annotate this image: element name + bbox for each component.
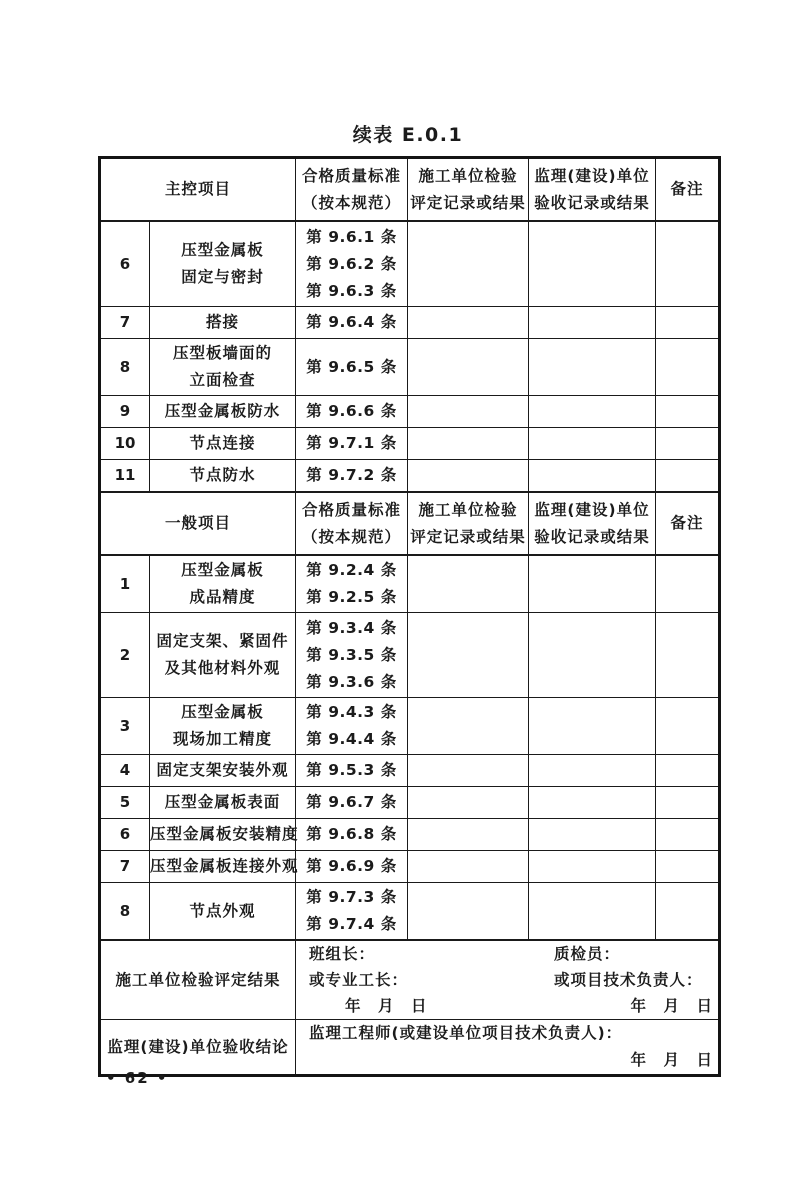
- table-row: [100, 819, 720, 851]
- supervision-record-cell: [529, 883, 656, 941]
- supervision-record-cell: [529, 428, 656, 460]
- supervision-record-cell: [529, 221, 656, 307]
- supervision-record-cell: [529, 460, 656, 493]
- supervision-record-cell: [529, 339, 656, 396]
- supervision-record-cell: [529, 698, 656, 755]
- table-row: [100, 755, 720, 787]
- remark-cell: [656, 396, 720, 428]
- item-name-cell: 节点防水: [150, 460, 296, 493]
- inspection-record-cell: [408, 787, 529, 819]
- supervision-record-cell: [529, 787, 656, 819]
- item-name-cell: 压型金属板防水: [150, 396, 296, 428]
- row-number-cell: 9: [100, 396, 150, 428]
- row-number-cell: 11: [100, 460, 150, 493]
- item-name-cell: 压型板墙面的 立面检查: [150, 339, 296, 396]
- remark-cell: [656, 460, 720, 493]
- remark-cell: [656, 698, 720, 755]
- row-number-cell: 4: [100, 755, 150, 787]
- remark-cell: [656, 851, 720, 883]
- section-header-row: [100, 492, 720, 555]
- standard-ref-cell: 第 9.7.2 条: [296, 460, 408, 493]
- remark-cell: [656, 613, 720, 698]
- supervision-record-cell: [529, 819, 656, 851]
- item-name-cell: 节点外观: [150, 883, 296, 941]
- table-row: [100, 460, 720, 493]
- construction-result-label: 施工单位检验评定结果: [100, 940, 296, 1020]
- table-row: [100, 396, 720, 428]
- inspection-record-cell: [408, 883, 529, 941]
- inspection-record-cell: [408, 339, 529, 396]
- row-number-cell: 7: [100, 851, 150, 883]
- standard-ref-cell: 第 9.5.3 条: [296, 755, 408, 787]
- item-name-cell: 节点连接: [150, 428, 296, 460]
- standard-ref-cell: 第 9.7.3 条 第 9.7.4 条: [296, 883, 408, 941]
- item-name-cell: 压型金属板连接外观: [150, 851, 296, 883]
- sign-line: [296, 941, 718, 967]
- row-number-cell: 5: [100, 787, 150, 819]
- foreman-label: 班组长：: [309, 945, 376, 963]
- table-row: [100, 787, 720, 819]
- supervision-record-cell: [529, 555, 656, 613]
- item-name-cell: 压型金属板 现场加工精度: [150, 698, 296, 755]
- table-row: [100, 339, 720, 396]
- standard-ref-cell: 第 9.6.6 条: [296, 396, 408, 428]
- standard-ref-cell: 第 9.3.4 条 第 9.3.5 条 第 9.3.6 条: [296, 613, 408, 698]
- inspection-header-cell: 施工单位检验 评定记录或结果: [408, 158, 529, 222]
- row-number-cell: 6: [100, 819, 150, 851]
- remark-cell: [656, 755, 720, 787]
- item-name-cell: 搭接: [150, 307, 296, 339]
- group-label-cell: 主控项目: [100, 158, 296, 222]
- supervision-record-cell: [529, 755, 656, 787]
- page-number: • 62 •: [106, 1069, 169, 1087]
- remark-cell: [656, 428, 720, 460]
- standard-header-cell: 合格质量标准 （按本规范）: [296, 158, 408, 222]
- table-row: [100, 555, 720, 613]
- table-row: [100, 428, 720, 460]
- standard-ref-cell: 第 9.6.4 条: [296, 307, 408, 339]
- inspection-record-cell: [408, 698, 529, 755]
- supervision-conclusion-label: 监理(建设)单位验收结论: [100, 1020, 296, 1076]
- row-number-cell: 3: [100, 698, 150, 755]
- remark-header-cell: 备注: [656, 158, 720, 222]
- sign-line: [296, 967, 718, 993]
- remark-cell: [656, 339, 720, 396]
- standard-ref-cell: 第 9.6.5 条: [296, 339, 408, 396]
- row-number-cell: 8: [100, 883, 150, 941]
- row-number-cell: 10: [100, 428, 150, 460]
- page-title: 续表 E.0.1: [352, 124, 464, 146]
- inspection-record-cell: [408, 851, 529, 883]
- remark-cell: [656, 221, 720, 307]
- inspection-record-cell: [408, 307, 529, 339]
- construction-left-date-label: 年 月 日: [345, 997, 428, 1015]
- standard-ref-cell: 第 9.6.8 条: [296, 819, 408, 851]
- group-label-cell: 一般项目: [100, 492, 296, 555]
- supervision-header-cell: 监理(建设)单位 验收记录或结果: [529, 492, 656, 555]
- construction-sign-cell: [296, 940, 720, 1020]
- professional-foreman-label: 或专业工长：: [309, 971, 409, 989]
- table-row: [100, 613, 720, 698]
- supervision-record-cell: [529, 851, 656, 883]
- standard-ref-cell: 第 9.6.9 条: [296, 851, 408, 883]
- inspection-header-cell: 施工单位检验 评定记录或结果: [408, 492, 529, 555]
- row-number-cell: 1: [100, 555, 150, 613]
- table-row: [100, 221, 720, 307]
- construction-right-date-label: 年 月 日: [630, 997, 714, 1015]
- inspection-record-cell: [408, 613, 529, 698]
- inspection-record-cell: [408, 460, 529, 493]
- supervising-engineer-label: 监理工程师(或建设单位项目技术负责人)：: [309, 1024, 623, 1042]
- supervision-record-cell: [529, 613, 656, 698]
- item-name-cell: 压型金属板安装精度: [150, 819, 296, 851]
- table-sections-body: [100, 158, 720, 941]
- inspection-record-cell: [408, 755, 529, 787]
- sign-line: [296, 993, 718, 1019]
- inspection-record-cell: [408, 221, 529, 307]
- standard-ref-cell: 第 9.6.7 条: [296, 787, 408, 819]
- row-number-cell: 7: [100, 307, 150, 339]
- quality-inspector-label: 质检员：: [554, 945, 621, 963]
- inspection-record-cell: [408, 555, 529, 613]
- item-name-cell: 压型金属板 固定与密封: [150, 221, 296, 307]
- supervision-conclusion-row: [100, 1020, 720, 1076]
- inspection-record-cell: [408, 819, 529, 851]
- supervision-sign-cell: [296, 1020, 720, 1076]
- standard-ref-cell: 第 9.7.1 条: [296, 428, 408, 460]
- row-number-cell: 8: [100, 339, 150, 396]
- item-name-cell: 固定支架、紧固件 及其他材料外观: [150, 613, 296, 698]
- inspection-record-cell: [408, 428, 529, 460]
- table-row: [100, 851, 720, 883]
- project-tech-lead-label: 或项目技术负责人：: [554, 971, 703, 989]
- supervision-record-cell: [529, 396, 656, 428]
- remark-cell: [656, 819, 720, 851]
- construction-result-row: [100, 940, 720, 1020]
- row-number-cell: 6: [100, 221, 150, 307]
- item-name-cell: 压型金属板表面: [150, 787, 296, 819]
- table-row: [100, 698, 720, 755]
- remark-header-cell: 备注: [656, 492, 720, 555]
- item-name-cell: 固定支架安装外观: [150, 755, 296, 787]
- standard-ref-cell: 第 9.6.1 条 第 9.6.2 条 第 9.6.3 条: [296, 221, 408, 307]
- row-number-cell: 2: [100, 613, 150, 698]
- supervision-header-cell: 监理(建设)单位 验收记录或结果: [529, 158, 656, 222]
- inspection-record-cell: [408, 396, 529, 428]
- section-header-row: [100, 158, 720, 222]
- remark-cell: [656, 787, 720, 819]
- standard-ref-cell: 第 9.2.4 条 第 9.2.5 条: [296, 555, 408, 613]
- remark-cell: [656, 883, 720, 941]
- table-row: [100, 307, 720, 339]
- remark-cell: [656, 555, 720, 613]
- supervision-date-label: 年 月 日: [630, 1051, 714, 1069]
- supervision-record-cell: [529, 307, 656, 339]
- table-footer-body: [100, 940, 720, 1076]
- inspection-form-table: [98, 156, 721, 1077]
- standard-ref-cell: 第 9.4.3 条 第 9.4.4 条: [296, 698, 408, 755]
- item-name-cell: 压型金属板 成品精度: [150, 555, 296, 613]
- remark-cell: [656, 307, 720, 339]
- standard-header-cell: 合格质量标准 （按本规范）: [296, 492, 408, 555]
- table-row: [100, 883, 720, 941]
